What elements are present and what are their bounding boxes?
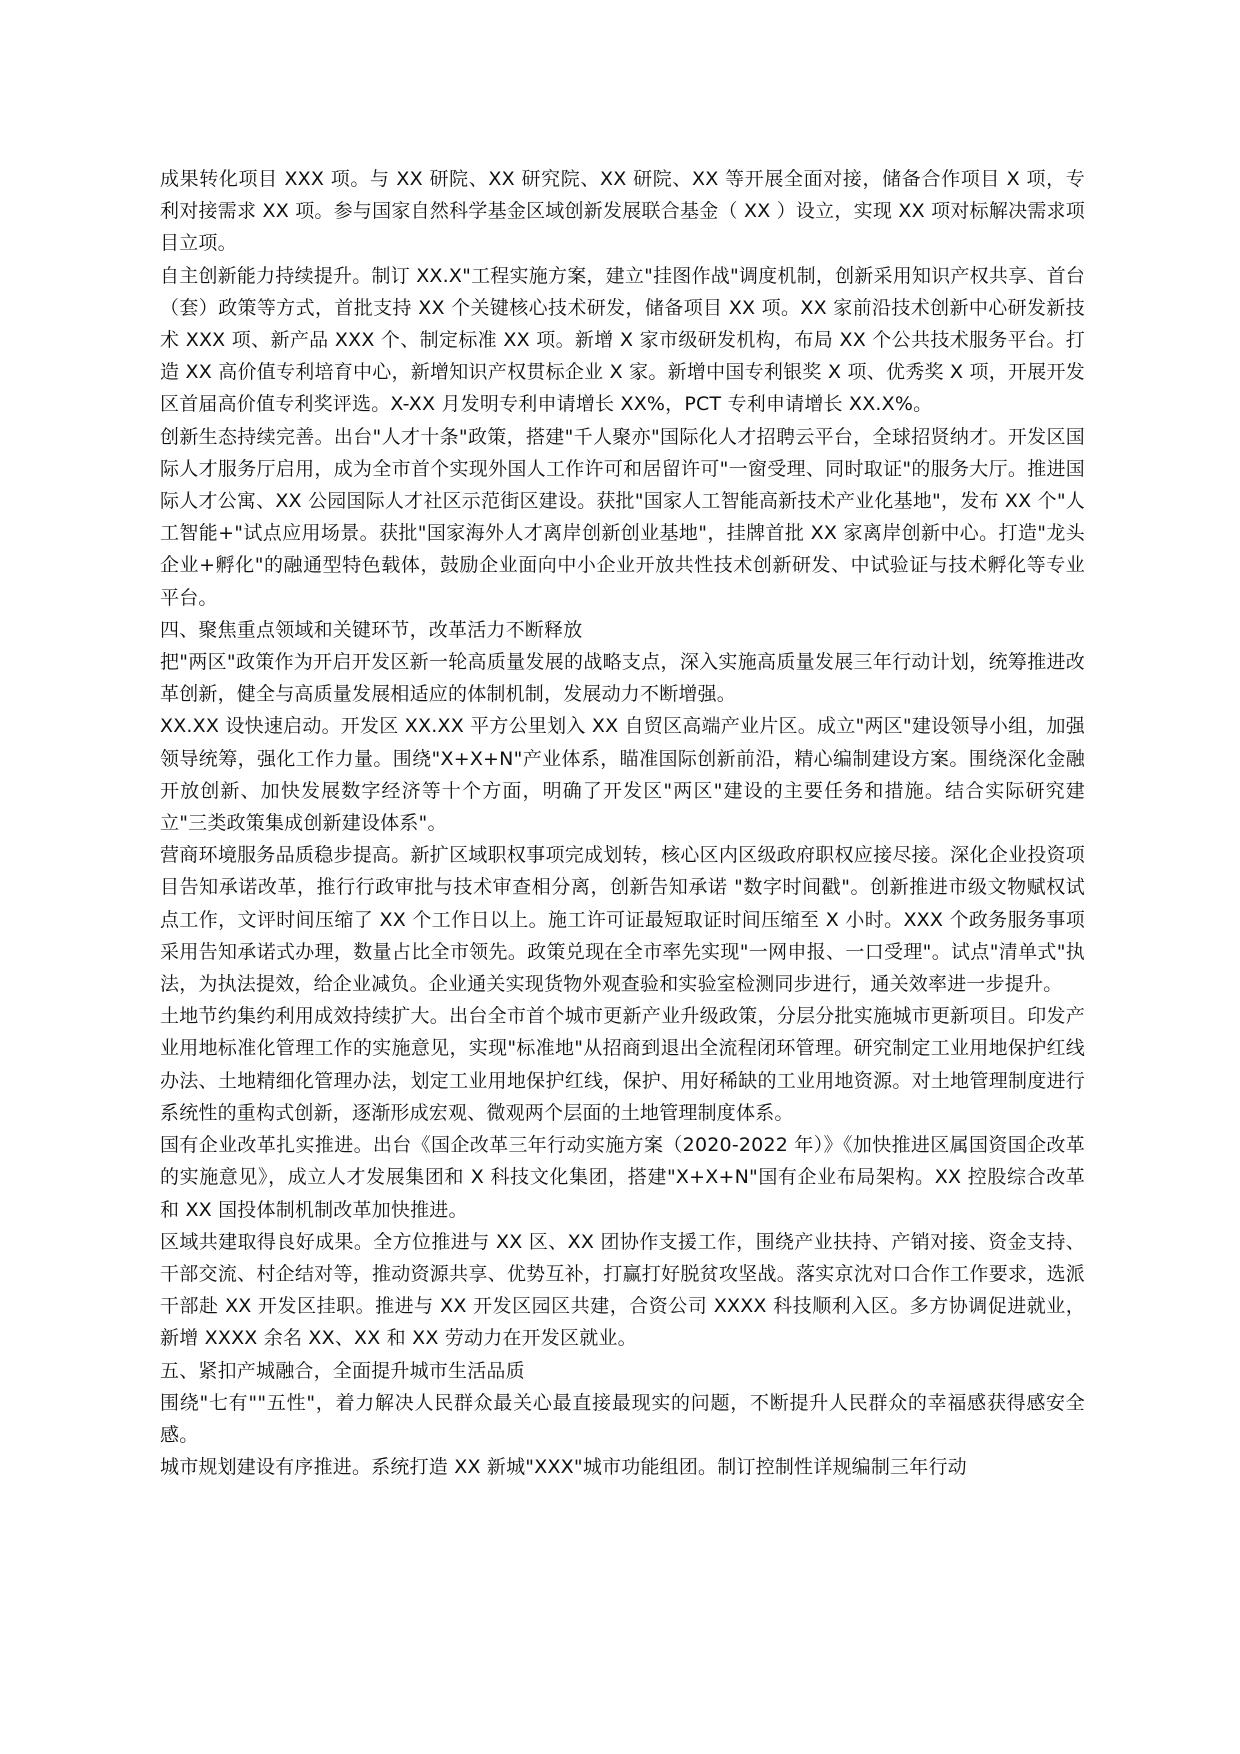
paragraph-innovation-capacity: 自主创新能力持续提升。制订 XX.X"工程实施方案，建立"挂图作战"调度机制，创新采用知识产权共享、首台（套）政策等方式，首批支持 XX 个关键核心技术研发，储备项目 XX 项。XX 家前沿技术创新中心研发新技术 XXX 项、新产品 XXX 个、制定标准 XX 项。新增 X 家市级研发机构，布局 XX 个公共技术服务平台。打造 XX 高价值专利培育中心，新增知识产权贯标企业 X 家。新增中国专利银奖 X 项、优秀奖 X 项，开展开发区首届高价值专利奖评选。X-XX 月发明专利申请增长 XX%，PCT 专利申请增长 XX.X%。 [160, 264, 1085, 416]
paragraph-land-use: 土地节约集约利用成效持续扩大。出台全市首个城市更新产业升级政策，分层分批实施城市更新项目。印发产业用地标准化管理工作的实施意见，实现"标准地"从招商到退出全流程闭环管理。研究制定工业用地保护红线办法、土地精细化管理办法，划定工业用地保护红线，保护、用好稀缺的工业用地资源。对土地管理制度进行系统性的重构式创新，逐渐形成宏观、微观两个层面的土地管理制度体系。 [160, 1005, 1085, 1124]
paragraph-business-environment: 营商环境服务品质稳步提高。新扩区域职权事项完成划转，核心区内区级政府职权应接尽接。深化企业投资项目告知承诺改革，推行行政审批与技术审查相分离，创新告知承诺 "数字时间戳"。创新推进市级文物赋权试点工作，文评时间压缩了 XX 个工作日以上。施工许可证最短取证时间压缩至 X 小时。XXX 个政务服务事项采用告知承诺式办理，数量占比全市领先。政策兑现在全市率先实现"一网申报、一口受理"。试点"清单式"执法，为执法提效，给企业减负。企业通关实现货物外观查验和实验室检测同步进行，通关效率进一步提升。 [160, 844, 1085, 996]
paragraph-two-zones-policy: 把"两区"政策作为开启开发区新一轮高质量发展的战略支点，深入实施高质量发展三年行动计划，统筹推进改革创新，健全与高质量发展相适应的体制机制，发展动力不断增强。 [160, 651, 1085, 706]
document-page [160, 163, 1085, 1483]
paragraph-urban-planning: 城市规划建设有序推进。系统打造 XX 新城"XXX"城市功能组团。制订控制性详规编制三年行动 [160, 1456, 967, 1479]
section-heading-4: 四、聚焦重点领域和关键环节，改革活力不断释放 [160, 618, 583, 641]
paragraph-regional-cooperation: 区域共建取得良好成果。全方位推进与 XX 区、XX 团协作支援工作，围绕产业扶持、产销对接、资金支持、干部交流、村企结对等，推动资源共享、优势互补，打赢打好脱贫攻坚战。落实京沈对口合作工作要求，选派干部赴 XX 开发区挂职。推进与 XX 开发区园区共建，合资公司 XXXX 科技顺利入区。多方协调促进就业，新增 XXXX 余名 XX、XX 和 XX 劳动力在开发区就业。 [160, 1230, 1085, 1350]
paragraph-tech-transfer: 成果转化项目 XXX 项。与 XX 研院、XX 研究院、XX 研院、XX 等开展全面对接，储备合作项目 X 项，专利对接需求 XX 项。参与国家自然科学基金区域创新发展联合基金（ XX ）设立，实现 XX 项对标解决需求项目立项。 [160, 168, 1085, 255]
section-heading-5: 五、紧扣产城融合，全面提升城市生活品质 [160, 1359, 525, 1382]
paragraph-livelihood: 围绕"七有""五性"，着力解决人民群众最关心最直接最现实的问题，不断提升人民群众的幸福感获得感安全感。 [160, 1391, 1085, 1446]
paragraph-innovation-ecosystem: 创新生态持续完善。出台"人才十条"政策，搭建"千人聚亦"国际化人才招聘云平台，全球招贤纳才。开发区国际人才服务厅启用，成为全市首个实现外国人工作许可和居留许可"一窗受理、同时取证"的服务大厅。推进国际人才公寓、XX 公园国际人才社区示范街区建设。获批"国家人工智能高新技术产业化基地"，发布 XX 个"人工智能+"试点应用场景。获批"国家海外人才离岸创新创业基地"，挂牌首批 XX 家离岸创新中心。打造"龙头企业+孵化"的融通型特色载体，鼓励企业面向中小企业开放共性技术创新研发、中试验证与技术孵化等专业平台。 [160, 425, 1085, 609]
paragraph-quick-start: XX.XX 设快速启动。开发区 XX.XX 平方公里划入 XX 自贸区高端产业片区。成立"两区"建设领导小组，加强领导统筹，强化工作力量。围绕"X+X+N"产业体系，瞄准国际创新前沿，精心编制建设方案。围绕深化金融开放创新、加快发展数字经济等十个方面，明确了开发区"两区"建设的主要任务和措施。结合实际研究建立"三类政策集成创新建设体系"。 [160, 715, 1085, 835]
paragraph-soe-reform: 国有企业改革扎实推进。出台《国企改革三年行动实施方案（2020-2022 年）》《加快推进区属国资国企改革的实施意见》，成立人才发展集团和 X 科技文化集团，搭建"X+X+N"国有企业布局架构。XX 控股综合改革和 XX 国投体制机制改革加快推进。 [160, 1134, 1085, 1221]
